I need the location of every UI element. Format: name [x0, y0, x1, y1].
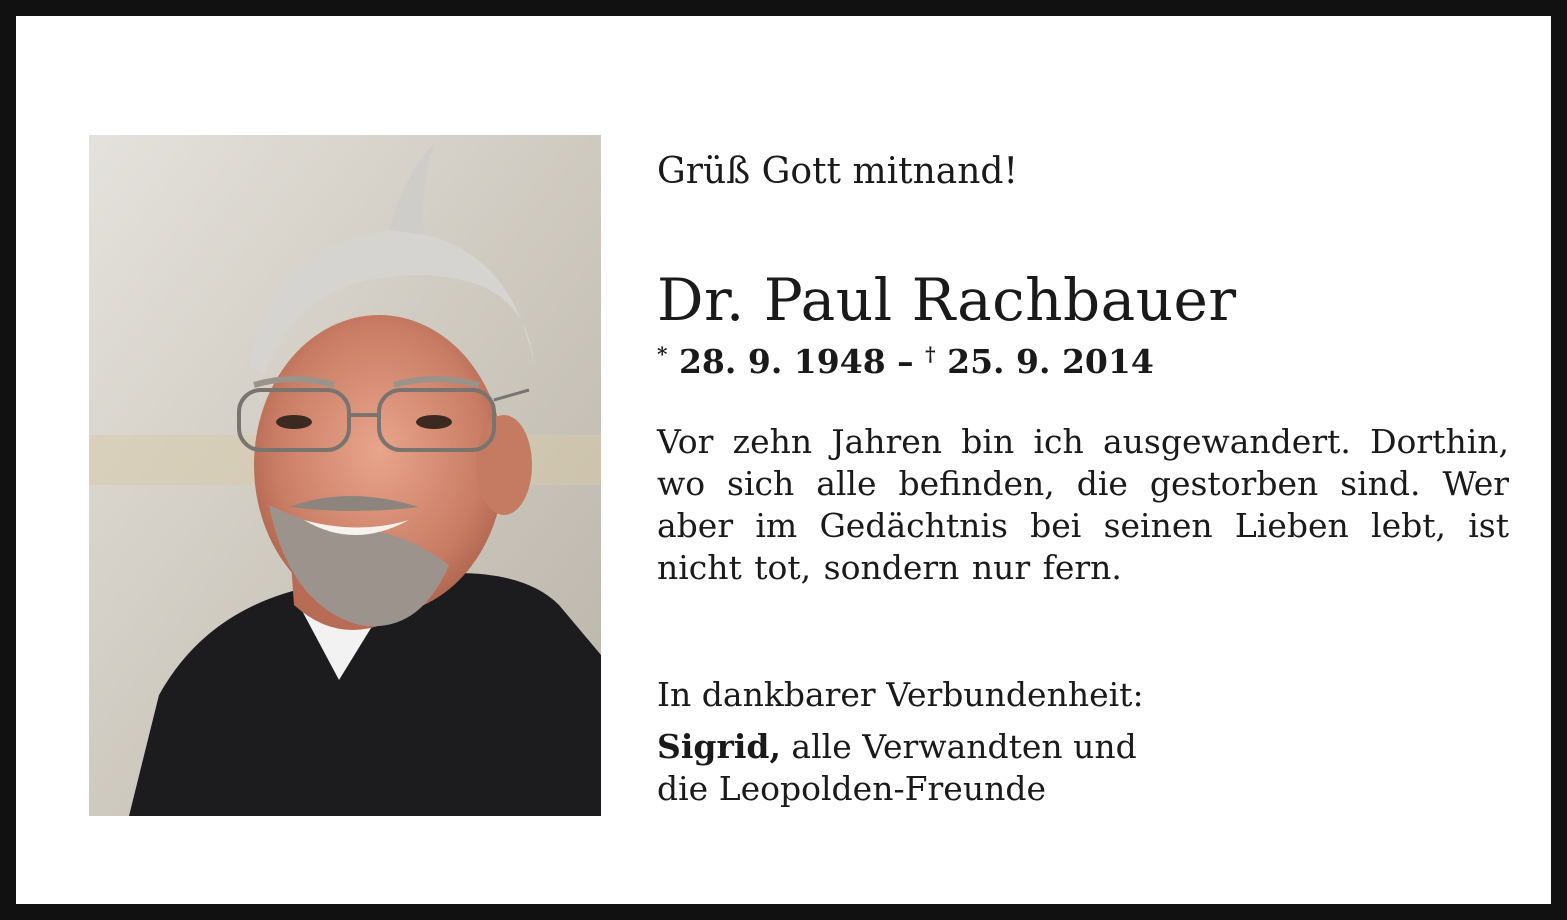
signer-line1-rest: alle Verwandten und [780, 727, 1137, 766]
life-dates [657, 340, 1154, 384]
memorial-quote: Vor zehn Jahren bin ich ausgewandert. Dorthin, wo sich alle befinden, die gestorben sind. Wer aber im Gedächtnis bei seinen Lieben lebt, ist nicht tot, sondern nur fern. [657, 422, 1509, 587]
birth-date: 28. 9. 1948 [678, 342, 886, 381]
greeting: Grüß Gott mitnand! [657, 151, 1018, 192]
signers-line-2: die Leopolden-Freunde [657, 769, 1046, 808]
portrait-photo [89, 135, 601, 816]
birth-symbol: * [657, 342, 668, 366]
signers [657, 726, 1137, 810]
date-separator: – [885, 342, 926, 381]
signers-line-1 [657, 726, 1137, 768]
death-date: 25. 9. 2014 [947, 342, 1154, 381]
death-symbol: † [925, 342, 936, 366]
thanks-line: In dankbarer Verbundenheit: [657, 675, 1144, 714]
deceased-name: Dr. Paul Rachbauer [657, 266, 1237, 334]
signer-primary: Sigrid, [657, 727, 781, 766]
